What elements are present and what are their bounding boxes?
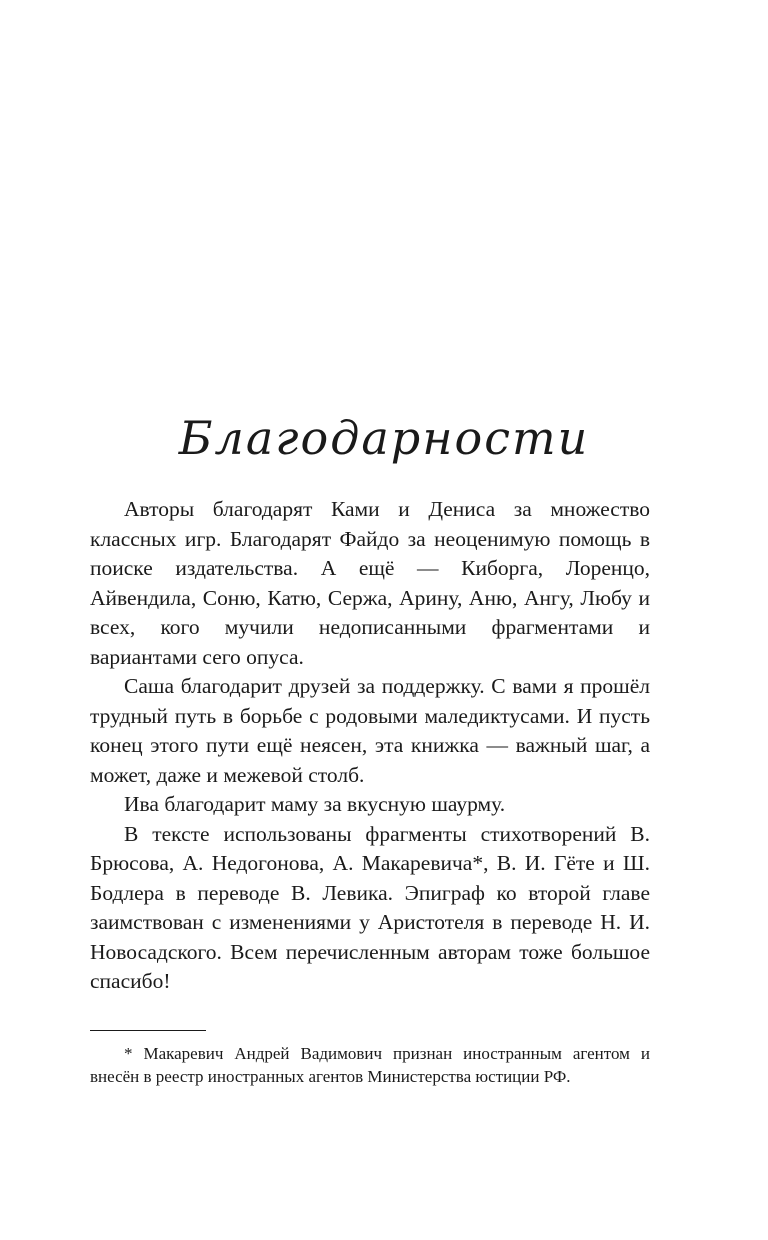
page-title: Благодарности: [178, 411, 590, 465]
paragraph-authors: Авторы благодарят Ками и Дениса за множество классных игр. Благодарят Файдо за неоценимую помощь в поиске издательства. А ещё — Киборга, Лоренцо, Айвендила, Соню, Катю, Сержа, Арину, Аню, Ангу, Любу и всех, кого мучили недописанными фрагментами и вариантами сего опуса.: [90, 497, 650, 669]
footnote: [90, 1042, 650, 1088]
footnote-divider: [90, 1030, 206, 1031]
acknowledgements-text: [90, 495, 650, 997]
paragraph-sources: В тексте использованы фрагменты стихотворений В. Брюсова, А. Недогонова, А. Макаревича*, В. И. Гёте и Ш. Бодлера в переводе В. Левика. Эпиграф ко второй главе заимствован с изменениями у Аристотеля в переводе Н. И. Новосадского. Всем перечисленным авторам тоже большое спасибо!: [90, 821, 650, 993]
paragraph-sasha: Саша благодарит друзей за поддержку. С вами я прошёл трудный путь в борьбе с родовыми маледиктусами. И пусть конец этого пути ещё неясен, эта книжка — важный шаг, а может, даже и межевой столб.: [90, 674, 650, 787]
footnote-text: * Макаревич Андрей Вадимович признан иностранным агентом и внесён в реестр иностранных агентов Министерства юстиции РФ.: [90, 1044, 650, 1086]
paragraph-iva: Ива благодарит маму за вкусную шаурму.: [124, 792, 506, 816]
